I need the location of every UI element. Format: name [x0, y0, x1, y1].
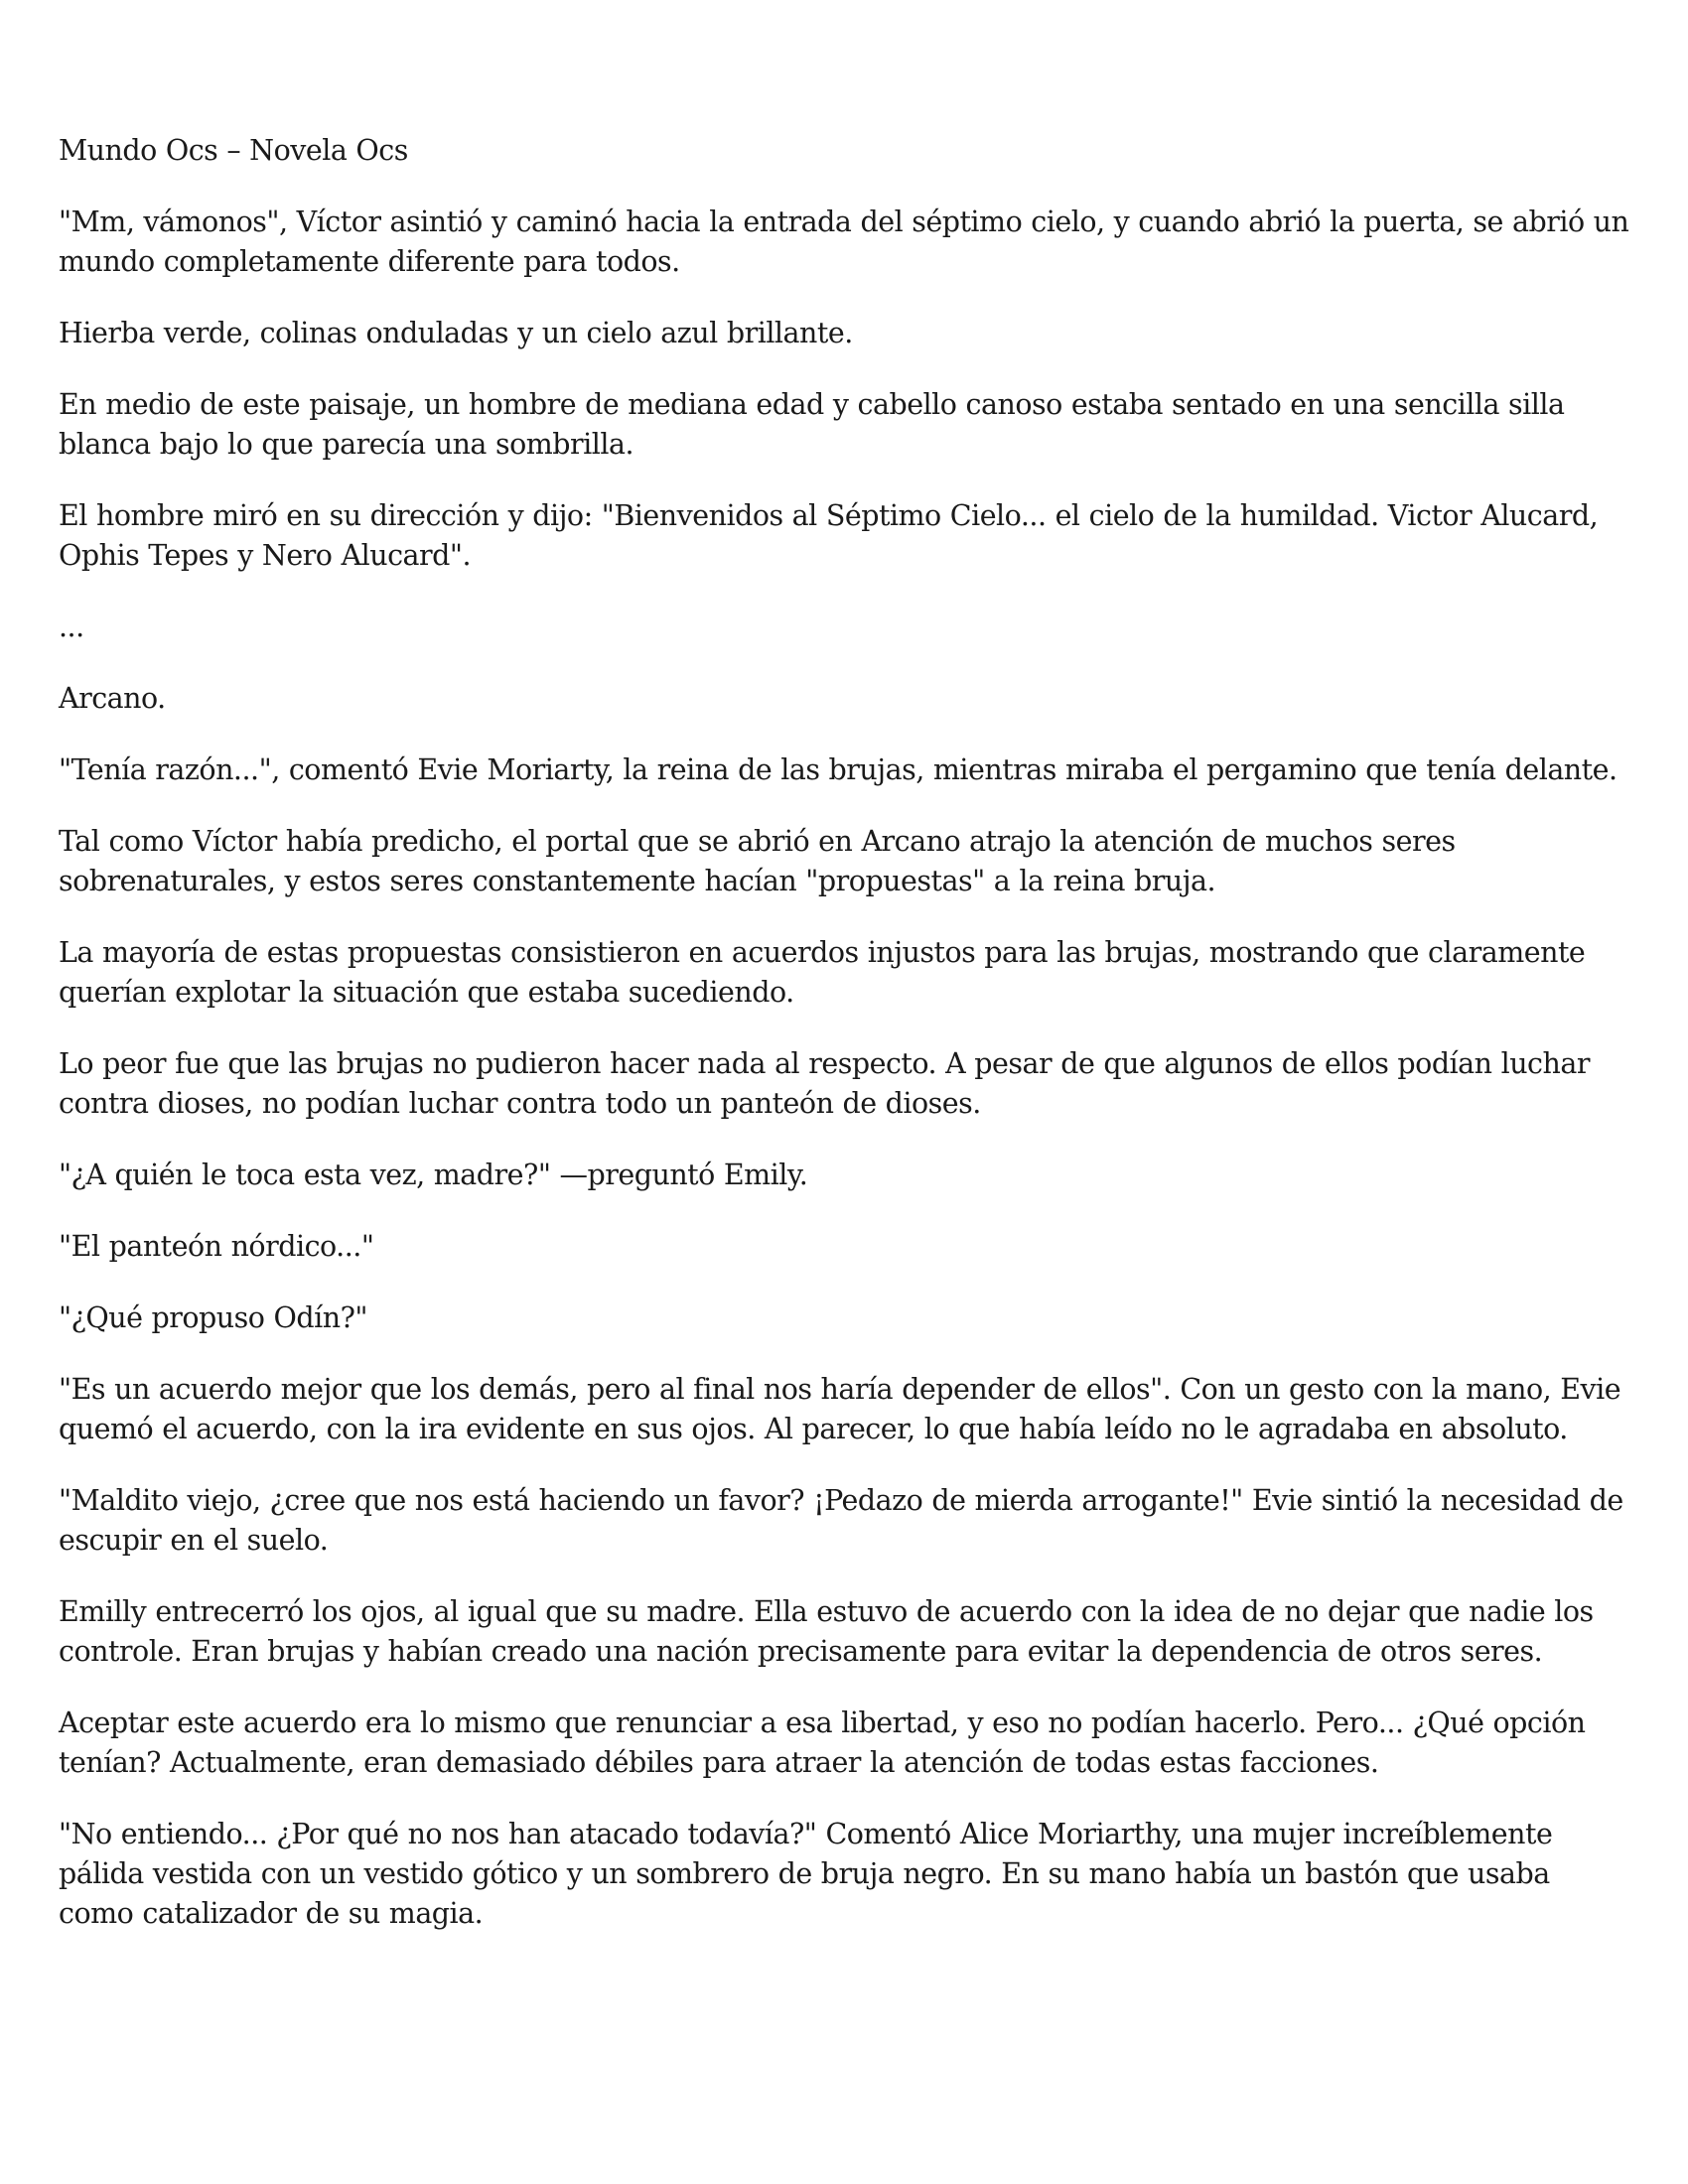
scene-break: ... — [59, 611, 84, 643]
paragraph: Hierba verde, colinas onduladas y un cielo azul brillante. — [59, 317, 853, 349]
paragraph: Lo peor fue que las brujas no pudieron hacer nada al respecto. A pesar de que algunos de ellos podían luchar contra dioses, no podían luchar contra todo un panteón de dioses. — [59, 1047, 1590, 1120]
paragraph: "Maldito viejo, ¿cree que nos está haciendo un favor? ¡Pedazo de mierda arrogante!" Evie sintió la necesidad de escupir en el suelo. — [59, 1484, 1623, 1557]
paragraph: Tal como Víctor había predicho, el portal que se abrió en Arcano atrajo la atención de muchos seres sobrenaturales, y estos seres constantemente hacían "propuestas" a la reina bruja. — [59, 825, 1456, 897]
paragraph: La mayoría de estas propuestas consistieron en acuerdos injustos para las brujas, mostrando que claramente querían explotar la situación que estaba sucediendo. — [59, 936, 1586, 1009]
paragraph: "Mm, vámonos", Víctor asintió y caminó hacia la entrada del séptimo cielo, y cuando abrió la puerta, se abrió un mundo completamente diferente para todos. — [59, 205, 1629, 278]
paragraph: "¿Qué propuso Odín?" — [59, 1301, 367, 1334]
document-body — [59, 131, 1632, 1966]
document-header: Mundo Ocs – Novela Ocs — [59, 134, 408, 167]
paragraph: Emilly entrecerró los ojos, al igual que su madre. Ella estuvo de acuerdo con la idea de no dejar que nadie los controle. Eran brujas y habían creado una nación precisamente para evitar la dependencia de otros seres. — [59, 1595, 1594, 1668]
paragraph: "Es un acuerdo mejor que los demás, pero al final nos haría depender de ellos". Con un gesto con la mano, Evie quemó el acuerdo, con la ira evidente en sus ojos. Al parecer, lo que había leído no le agradaba en absoluto. — [59, 1373, 1621, 1445]
paragraph: Aceptar este acuerdo era lo mismo que renunciar a esa libertad, y eso no podían hacerlo. Pero... ¿Qué opción tenían? Actualmente, eran demasiado débiles para atraer la atención de todas estas facciones. — [59, 1706, 1586, 1779]
paragraph: "Tenía razón...", comentó Evie Moriarty, la reina de las brujas, mientras miraba el pergamino que tenía delante. — [59, 753, 1618, 786]
paragraph: Arcano. — [59, 682, 166, 715]
paragraph: "No entiendo... ¿Por qué no nos han atacado todavía?" Comentó Alice Moriarthy, una mujer increíblemente pálida vestida con un vestido gótico y un sombrero de bruja negro. En su mano había un bastón que usaba como catalizador de su magia. — [59, 1818, 1553, 1930]
paragraph: El hombre miró en su dirección y dijo: "Bienvenidos al Séptimo Cielo... el cielo de la humildad. Victor Alucard, Ophis Tepes y Nero Alucard". — [59, 499, 1599, 572]
paragraph: "El panteón nórdico..." — [59, 1230, 374, 1263]
paragraph: En medio de este paisaje, un hombre de mediana edad y cabello canoso estaba sentado en una sencilla silla blanca bajo lo que parecía una sombrilla. — [59, 388, 1565, 461]
paragraph: "¿A quién le toca esta vez, madre?" —preguntó Emily. — [59, 1159, 808, 1191]
